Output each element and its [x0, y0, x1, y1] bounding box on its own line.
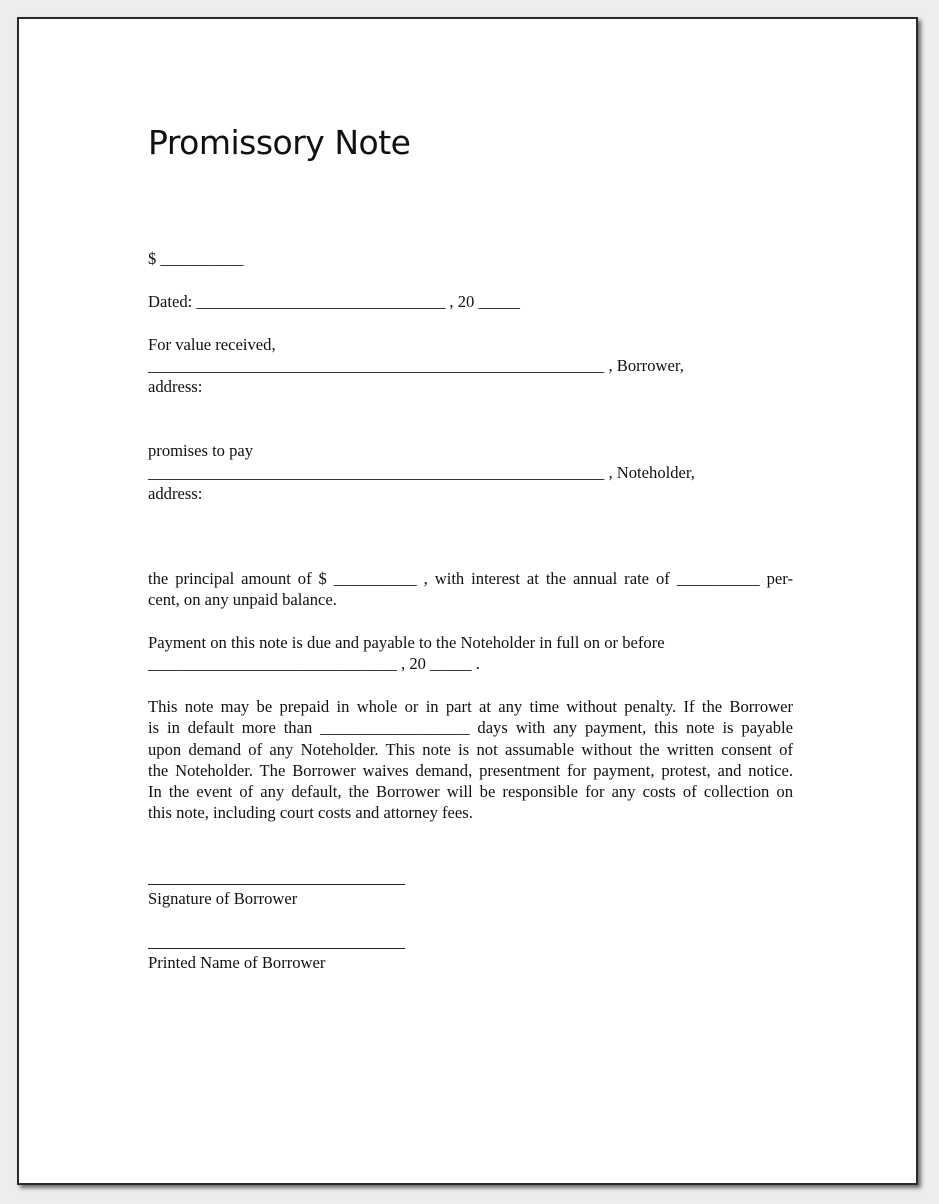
printed-name-label: Printed Name of Borrower: [148, 953, 326, 972]
value-received-text: For value received,: [148, 335, 276, 354]
terms-line-3: upon demand of any Noteholder. This note is not assumable without the written consent of: [148, 739, 793, 759]
principal-line-2: cent, on any unpaid balance.: [148, 590, 337, 610]
dated-line: Dated: ______________________________ , 20 _____: [148, 292, 520, 311]
terms-line-4: the Noteholder. The Borrower waives demand, presentment for payment, protest, and notice.: [148, 760, 793, 780]
payment-paragraph: [148, 632, 793, 675]
terms-line-2: is in default more than __________________ days with any payment, this note is payable: [148, 718, 793, 738]
promises-to-pay-text: promises to pay: [148, 441, 254, 460]
document-title: Promissory Note: [148, 123, 411, 162]
noteholder-line: _______________________________________________________ , Noteholder,: [148, 463, 695, 482]
document-page: [17, 17, 918, 1185]
terms-line-1: This note may be prepaid in whole or in part at any time without penalty. If the Borrower: [148, 697, 793, 716]
principal-paragraph: [148, 568, 793, 611]
payment-line-1: Payment on this note is due and payable to the Noteholder in full on or before: [148, 633, 665, 652]
payment-line-2: ______________________________ , 20 _____ .: [148, 654, 480, 674]
noteholder-address-label: address:: [148, 484, 203, 503]
terms-line-6: this note, including court costs and attorney fees.: [148, 803, 473, 823]
signature-label: Signature of Borrower: [148, 889, 298, 908]
terms-line-5: In the event of any default, the Borrower will be responsible for any costs of collection on: [148, 782, 793, 802]
borrower-line: _______________________________________________________ , Borrower,: [148, 356, 684, 375]
terms-paragraph: [148, 696, 793, 824]
amount-line: $ __________: [148, 249, 244, 268]
printed-name-rule: [148, 948, 405, 949]
signature-rule: [148, 884, 405, 885]
principal-line-1: the principal amount of $ __________ , with interest at the annual rate of __________ per-: [148, 569, 793, 588]
borrower-address-label: address:: [148, 377, 203, 396]
